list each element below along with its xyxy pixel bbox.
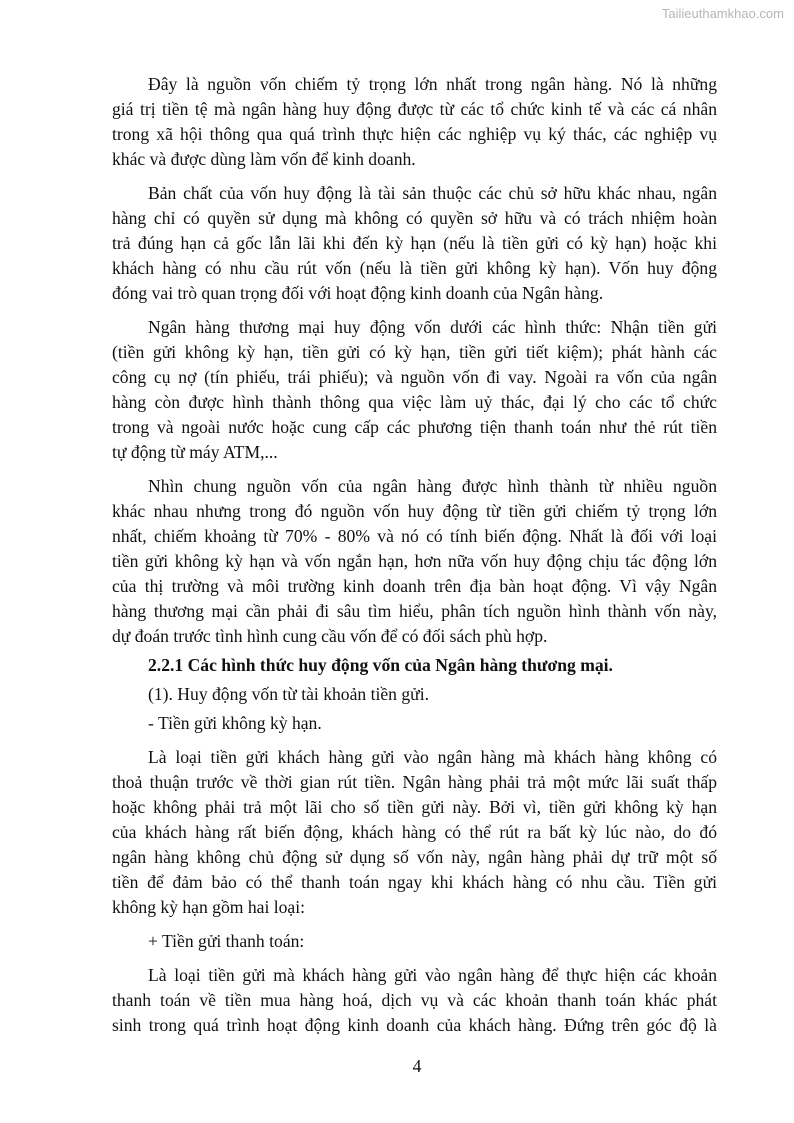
text-line: trong và ngoài nước hoặc cung cấp các phương tiện thanh toán như thẻ rút tiền [112, 417, 717, 437]
text-line: của thị trường và môi trường kinh doanh trên địa bàn hoạt động. Vì vậy Ngân [112, 576, 717, 596]
text-line: trả đúng hạn cả gốc lẫn lãi khi đến kỳ hạn (nếu là tiền gửi có kỳ hạn) hoặc khi [112, 233, 717, 253]
text-line: thanh toán về tiền mua hàng hoá, dịch vụ và các khoản thanh toán khác phát [112, 990, 717, 1010]
text-line: nhất, chiếm khoảng từ 70% - 80% và nó có tính biến động. Nhất là đối với loại [112, 526, 717, 546]
paragraph-5 [112, 745, 717, 920]
text-line: công cụ nợ (tín phiếu, trái phiếu); và nguồn vốn đi vay. Ngoài ra vốn của ngân [112, 367, 717, 387]
text-line: tự động từ máy ATM,... [112, 442, 278, 462]
text-line: không kỳ hạn gồm hai loại: [112, 897, 306, 917]
list-item: (1). Huy động vốn từ tài khoản tiền gửi. [148, 684, 429, 704]
text-line: (tiền gửi không kỳ hạn, tiền gửi có kỳ hạn, tiền gửi tiết kiệm); phát hành các [112, 342, 717, 362]
text-line: hàng còn được hình thành thông qua việc làm uỷ thác, đại lý cho các tổ chức [112, 392, 717, 412]
text-line: khác nhau nhưng trong đó nguồn vốn huy động từ tiền gửi chiếm tỷ trọng lớn [112, 501, 717, 521]
text-line: hàng thương mại cần phải đi sâu tìm hiểu, phân tích nguồn hình thành vốn này, [112, 601, 717, 621]
paragraph-3 [112, 315, 717, 465]
text-line: khách hàng có nhu cầu rút vốn (nếu là tiền gửi không kỳ hạn). Vốn huy động [112, 258, 717, 278]
list-item: - Tiền gửi không kỳ hạn. [148, 713, 322, 733]
text-line: Ngân hàng thương mại huy động vốn dưới các hình thức: Nhận tiền gửi [148, 317, 717, 337]
text-line: khác và được dùng làm vốn để kinh doanh. [112, 149, 416, 169]
text-line: Đây là nguồn vốn chiếm tỷ trọng lớn nhất trong ngân hàng. Nó là những [148, 74, 717, 94]
paragraph-1 [112, 72, 717, 172]
paragraph-4 [112, 474, 717, 649]
page-number: 4 [412, 1056, 422, 1076]
text-line: Nhìn chung nguồn vốn của ngân hàng được hình thành từ nhiều nguồn [148, 476, 717, 496]
paragraph-2 [112, 181, 717, 306]
text-line: tiền để đảm bảo có thể thanh toán ngay khi khách hàng có nhu cầu. Tiền gửi [112, 872, 717, 892]
paragraph-6 [112, 963, 717, 1038]
text-line: Là loại tiền gửi mà khách hàng gửi vào ngân hàng để thực hiện các khoản [148, 965, 717, 985]
text-line: dự đoán trước tình hình cung cầu vốn để có đối sách phù hợp. [112, 626, 548, 646]
text-line: đóng vai trò quan trọng đối với hoạt động kinh doanh của Ngân hàng. [112, 283, 604, 303]
watermark: Tailieuthamkhao.com [661, 6, 784, 21]
text-line: tiền gửi không kỳ hạn và vốn ngắn hạn, hơn nữa vốn huy động chịu tác động lớn [112, 551, 717, 571]
text-line: hoặc không phải trả một lãi cho số tiền gửi này. Bởi vì, tiền gửi không kỳ hạn [112, 797, 717, 817]
text-line: của khách hàng rất biến động, khách hàng có thể rút ra bất kỳ lúc nào, do đó [112, 822, 717, 842]
text-line: Là loại tiền gửi khách hàng gửi vào ngân hàng mà khách hàng không có [148, 747, 717, 767]
section-heading: 2.2.1 Các hình thức huy động vốn của Ngân hàng thương mại. [148, 655, 613, 675]
page-body [112, 72, 717, 1047]
text-line: Bản chất của vốn huy động là tài sản thuộc các chủ sở hữu khác nhau, ngân [148, 183, 717, 203]
text-line: trong xã hội thông qua quá trình thực hiện các nghiệp vụ ký thác, các nghiệp vụ [112, 124, 717, 144]
text-line: sinh trong quá trình hoạt động kinh doanh của khách hàng. Đứng trên góc độ là [112, 1015, 717, 1035]
text-line: hàng chỉ có quyền sử dụng mà không có quyền sở hữu và có trách nhiệm hoàn [112, 208, 717, 228]
list-item: + Tiền gửi thanh toán: [148, 931, 305, 951]
text-line: thoả thuận trước về thời gian rút tiền. Ngân hàng phải trả một mức lãi suất thấp [112, 772, 717, 792]
text-line: ngân hàng không chủ động sử dụng số vốn này, ngân hàng phải dự trữ một số [112, 847, 717, 867]
text-line: giá trị tiền tệ mà ngân hàng huy động được từ các tổ chức kinh tế và các cá nhân [112, 99, 717, 119]
